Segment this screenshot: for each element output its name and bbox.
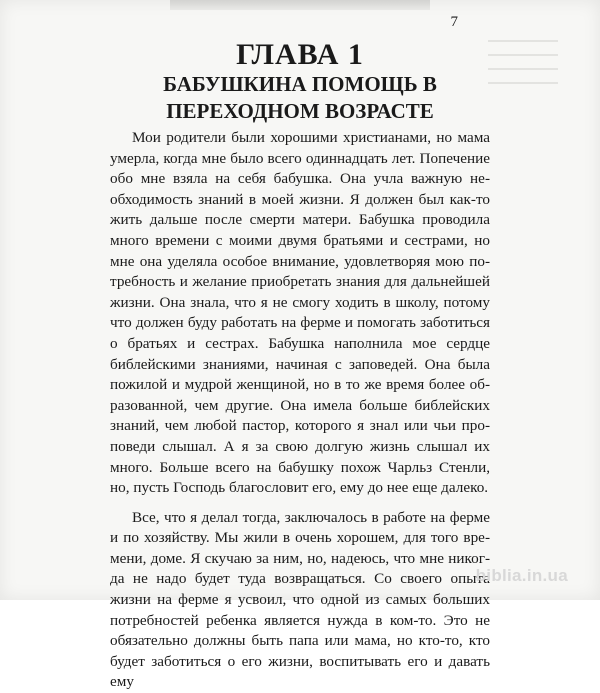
paragraph: Все, что я делал тогда, заключалось в работе на ферме и по хозяйству. Мы жили в очень хорошем, для того времени, доме. Я скучаю за ним, но, надеюсь, что мне никогда не надо будет туда возвращаться. Со своего опыта жизни на ферме я усвоил, что одной из самых больших потребностей ребенка является нужда в ком-то. Это не обязательно должны быть папа или мама, но кто-то, кто будет заботиться о его жизни, воспитывать его и давать ему (110, 508, 490, 691)
running-header-bleedthrough (170, 0, 430, 10)
chapter-subtitle: БАБУШКИНА ПОМОЩЬ В ПЕРЕХОДНОМ ВОЗРАСТЕ (163, 72, 437, 123)
page-number: 7 (450, 14, 458, 30)
site-watermark: biblia.in.ua (475, 566, 568, 585)
paragraph: Мои родители были хорошими христианами, но мама умерла, когда мне было всего одиннадцать лет. Попечение обо мне взяла на себя бабушка. Она учла важную необходимость знаний в моей жизни. Я должен был как-то жить дальше после смерти матери. Бабушка проводила много времени с моими двумя братьями и сестрами, но мне она уделяла особое внимание, удовлетворяя мою потребность и желание приобретать знания для дальнейшей жизни. Она знала, что я не смогу ходить в школу, потому что должен буду работать на ферме и помогать заботиться о братьях и сестрах. Бабушка наполнила мое сердце библейскими знаниями, начиная с заповедей. Она была пожилой и мудрой женщиной, но в то же время более образованной, чем другие. Она имела больше библейских знаний, чем любой пастор, которого я знал или чьи проповеди слышал. А я за свою долгую жизнь слышал их много. Больше всего на бабушку похож Чарльз Стенли, но, пусть Господь благословит его, ему до нее еще далеко. (110, 129, 490, 497)
chapter-title: ГЛАВА 1 (236, 38, 364, 71)
chapter-body (110, 128, 490, 693)
